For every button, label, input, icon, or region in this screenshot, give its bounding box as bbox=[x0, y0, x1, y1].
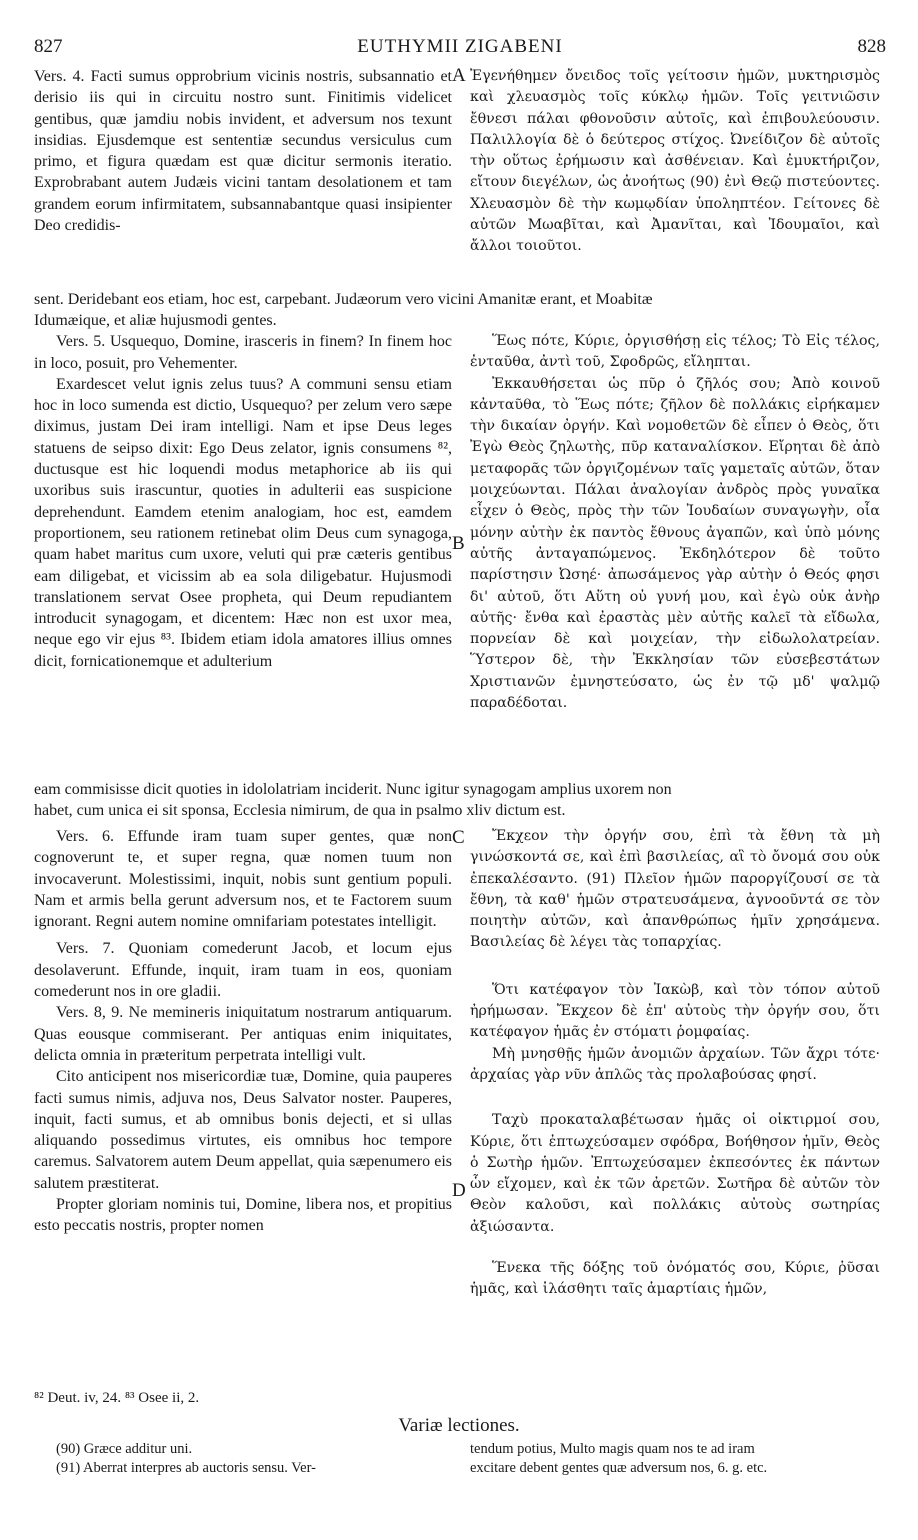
latin-paragraph: Vers. 8, 9. Ne memineris iniquitatum nostrarum antiquarum. Quas eousque commiserant. Per antiquas enim iniquitates, delicta omnia in præteritum perpetrata intelligi vult. bbox=[34, 1004, 452, 1064]
latin-column-3 bbox=[34, 826, 452, 1237]
footnotes: ⁸² Deut. iv, 24. ⁸³ Osee ii, 2. bbox=[34, 1390, 200, 1406]
greek-column-3 bbox=[470, 826, 880, 1301]
full-width-line-2 bbox=[34, 779, 880, 822]
section-marker-a: A bbox=[452, 65, 466, 86]
variae-left-column bbox=[56, 1440, 456, 1478]
greek-paragraph: Ἐγενήθημεν ὄνειδος τοῖς γείτοσιν ἡμῶν, μυκτηρισμὸς καὶ χλευασμὸς τοῖς κύκλῳ ἡμῶν. Τοῖς γειτνιῶσιν ἔθνεσι πάλαι φθονοῦσιν αὐτοῖς, καὶ ἐπιβουλεύουσιν. Παλιλλογία δὲ ὁ δεύτερος στίχος. Ὠνείδιζον δὲ αὐτοῖς τὴν οὕτως ἐρήμωσιν καὶ ἀσθένειαν. Καὶ ἐμυκτήριζον, εἴτουν διεγέλων, ὡς ἀνοήτως (90) ἐνὶ Θεῷ πιστεύοντες. Χλευασμὸν δὲ τὴν κωμῳδίαν ὑποληπτέον. Γείτονες δὲ αὐτῶν Μωαβῖται, καὶ Ἀμανῖται, καὶ Ἰδουμαῖοι, καὶ ἄλλοι τοιοῦτοι. bbox=[470, 68, 880, 255]
greek-paragraph: Ἔκχεον τὴν ὀργήν σου, ἐπὶ τὰ ἔθνη τὰ μὴ γινώσκοντά σε, καὶ ἐπὶ βασιλείας, αἳ τὸ ὄνομά σου οὐκ ἐπεκαλέσαντο. (91) Πλεῖον ἡμῶν παροργίζουσί σε τὰ ἔθνη, τὰ καθ' ἡμῶν στρατευσάμενα, ἀγνοοῦντά σε τὸν ποιητὴν αὐτῶν, καὶ ἀπανθρώπως ἡμῖν χρησάμενα. Βασιλείας δὲ λέγει τὰς τοπαρχίας. bbox=[470, 828, 880, 951]
latin-paragraph: Exardescet velut ignis zelus tuus? A communi sensu etiam hoc in loco sumenda est dictio, Usquequo? per zelum vero sæpe diximus, justam Dei iram intelligi. Nam et ipse Deus leges statuens de seipso dixit: Ego Deus zelator, ignis consumens ⁸², ductusque est hic loquendi modus metaphorice ab iis qui uxoribus suis irascuntur, quoties in adulterii eas suspicione deprehendunt. Eamdem etenim analogiam, hoc est, eamdem proportionem, seu rationem retinebat olim Deus cum synagoga, quam habet maritus cum uxore, veluti qui præ cæteris gentibus eam diligebat, et vicissim ab ea sola diligebatur. Hujusmodi translationem servat Osee propheta, qui Deum repudiantem introducit synagogam, et dicentem: Hæc non est uxor mea, neque ego vir ejus ⁸³. Ibidem etiam idola amatores illius omnes dicit, fornicationemque et adulterium bbox=[34, 375, 452, 670]
full-width-text: habet, cum unica ei sit sponsa, Ecclesia nimirum, de qua in psalmo xliv dictum est. bbox=[34, 802, 566, 820]
greek-column-1 bbox=[470, 66, 880, 258]
section-marker-b: B bbox=[452, 533, 465, 554]
latin-paragraph: Vers. 5. Usquequo, Domine, irasceris in finem? In finem hoc in loco, posuit, pro Vehementer. bbox=[34, 333, 452, 372]
greek-paragraph: Ἐκκαυθήσεται ὡς πῦρ ὁ ζῆλός σου; Ἀπὸ κοινοῦ κἀνταῦθα, τὸ Ἕως πότε; ζῆλον δὲ πολλάκις εἰρήκαμεν τὴν δικαίαν ὀργήν. Καὶ νομοθετῶν δὲ εἶπεν ὁ Θεὸς, ὅτι Ἐγὼ Θεὸς ζηλωτὴς, πῦρ καταναλίσκον. Εἴρηται δὲ ἀπὸ μεταφορᾶς τῶν ὀργιζομένων ταῖς γαμεταῖς αὐτῶν, ὅταν μοιχεύωνται. Πάλαι ἀναλογίαν ἀνδρὸς πρὸς γυναῖκα εἶχεν ὁ Θεὸς, πρὸς τὴν τῶν Ἰουδαίων συναγωγὴν, οἷα μόνην αὐτὴν ἐκ παντὸς ἔθνους ἀγαπῶν, καὶ ὑπὸ μόνης αὐτῆς ἀνταγαπώμενος. Ἐκδηλότερον δὲ τοῦτο παρίστησιν Ὠσηέ· ἀπωσάμενος γὰρ αὐτὴν ὁ Θεός φησι δι' αὐτοῦ, ὅτι Αὕτη οὐ γυνή μου, καὶ ἐγὼ οὐκ ἀνὴρ αὐτῆς· ἔνθα καὶ ἐραστὰς μὲν αὐτῆς καλεῖ τὰ εἴδωλα, πορνείαν δὲ καὶ μοιχείαν, τὴν εἰδωλολατρείαν. Ὕστερον δὲ, τὴν Ἐκκλησίαν τῶν εὐσεβεστάτων Χριστιανῶν ἐμνηστεύσατο, ὡς ἐν τῷ μδ' ψαλμῷ παραδέδοται. bbox=[470, 375, 880, 712]
greek-paragraph: Ὅτι κατέφαγον τὸν Ἰακὼβ, καὶ τὸν τόπον αὐτοῦ ἠρήμωσαν. Ἔκχεον δὲ ἐπ' αὐτοὺς τὴν ὀργήν σου, ὅτι κατέφαγον ἡμᾶς ἐν στόματι ῥομφαίας. bbox=[470, 981, 880, 1041]
greek-paragraph: Ἕνεκα τῆς δόξης τοῦ ὀνόματός σου, Κύριε, ῥῦσαι ἡμᾶς, καὶ ἱλάσθητι ταῖς ἁμαρτίαις ἡμῶν, bbox=[470, 1260, 880, 1298]
section-marker-d: D bbox=[452, 1180, 466, 1201]
latin-column-1 bbox=[34, 66, 452, 236]
running-title: EUTHYMII ZIGABENI bbox=[357, 36, 563, 57]
latin-paragraph: Vers. 7. Quoniam comederunt Jacob, et locum ejus desolaverunt. Effunde, inquit, iram tuam in eos, quoniam comederunt nos in ore gladii. bbox=[34, 940, 452, 1001]
full-width-text: eam commisisse dicit quoties in idololatriam inciderit. Nunc igitur synagogam amplius uxorem non bbox=[34, 781, 672, 798]
greek-column-2 bbox=[470, 331, 880, 714]
section-marker-c: C bbox=[452, 827, 465, 848]
latin-paragraph: Propter gloriam nominis tui, Domine, libera nos, et propitius esto peccatis nostris, propter nomen bbox=[34, 1196, 452, 1235]
variant-note: excitare debent gentes quæ adversum nos, 6. g. etc. bbox=[470, 1460, 768, 1476]
page-number-right: 828 bbox=[857, 36, 886, 57]
latin-paragraph: Vers. 6. Effunde iram tuam super gentes, quæ non cognoverunt te, et super regna, quæ nomen tuum non invocaverunt. Molestissimi, inquit, nobis sunt gentium populi. Nam et armis bella gerunt adversum nos, et te Factorem suum ignorant. Regni autem nomine omnifariam potestates intelligit. bbox=[34, 828, 452, 931]
greek-paragraph: Ταχὺ προκαταλαβέτωσαν ἡμᾶς οἱ οἰκτιρμοί σου, Κύριε, ὅτι ἐπτωχεύσαμεν σφόδρα, Βοήθησον ἡμῖν, Θεὸς ὁ Σωτὴρ ἡμῶν. Ἐπτωχεύσαμεν ἐκπεσόντες ἐκ πάντων ὧν εἴχομεν, καὶ ἐκ τῶν ἀρετῶν. Σωτῆρα δὲ αὐτῶν τὸν Θεὸν καλοῦσι, καὶ πολλάκις αὐτοὺς σωτηρίας ἀξιώσαντα. bbox=[470, 1112, 880, 1235]
latin-paragraph: Idumæique, et aliæ hujusmodi gentes. bbox=[34, 312, 277, 329]
latin-paragraph: Vers. 4. Facti sumus opprobrium vicinis nostris, subsannatio et derisio iis qui in circuitu nostro sunt. Finitimis videlicet gentibus, quæ jamdiu nobis invident, et adversum nos texunt insidias. Ejusdemque est sententiæ secundus versiculus cum primo, et figura quædam est quæ dicitur sermonis iteratio. Exprobrabant autem Judæis vicini tantam desolationem et tam grandem eorum infirmitatem, subsannabantque quasi insipienter Deo credidis- bbox=[34, 68, 452, 235]
latin-column-2 bbox=[34, 310, 452, 672]
greek-paragraph: Ἕως πότε, Κύριε, ὀργισθήσῃ εἰς τέλος; Τὸ Εἰς τέλος, ἐνταῦθα, ἀντὶ τοῦ, Σφοδρῶς, εἴληπται. bbox=[470, 333, 880, 371]
variant-note: tendum potius, Multo magis quam nos te ad iram bbox=[470, 1441, 755, 1457]
full-width-line-1 bbox=[34, 289, 880, 310]
variae-lectiones-title: Variæ lectiones. bbox=[398, 1415, 520, 1436]
full-width-text: sent. Deridebant eos etiam, hoc est, carpebant. Judæorum vero vicini Amanitæ erant, et Moabitæ bbox=[34, 291, 653, 308]
page-number-left: 827 bbox=[34, 36, 63, 57]
greek-paragraph: Μὴ μνησθῇς ἡμῶν ἀνομιῶν ἀρχαίων. Τῶν ἄχρι τότε· ἀρχαίας γὰρ νῦν ἁπλῶς τὰς προλαβούσας φησί. bbox=[470, 1045, 880, 1083]
variant-note: (91) Aberrat interpres ab auctoris sensu. Ver- bbox=[56, 1460, 316, 1476]
variae-right-column bbox=[470, 1440, 880, 1478]
running-header bbox=[34, 36, 886, 60]
variant-note: (90) Græce additur uni. bbox=[56, 1441, 193, 1457]
latin-paragraph: Cito anticipent nos misericordiæ tuæ, Domine, quia pauperes facti sumus nimis, adjuva nos, Deus Salvator noster. Pauperes, inquit, facti sumus, et ab omnibus bonis dejecti, et si ullas aliquando possedimus virtutes, eis omnibus hoc tempore caremus. Salvatorem autem Deum appellat, quia sæpenumero eis salutem præstiterat. bbox=[34, 1068, 452, 1192]
